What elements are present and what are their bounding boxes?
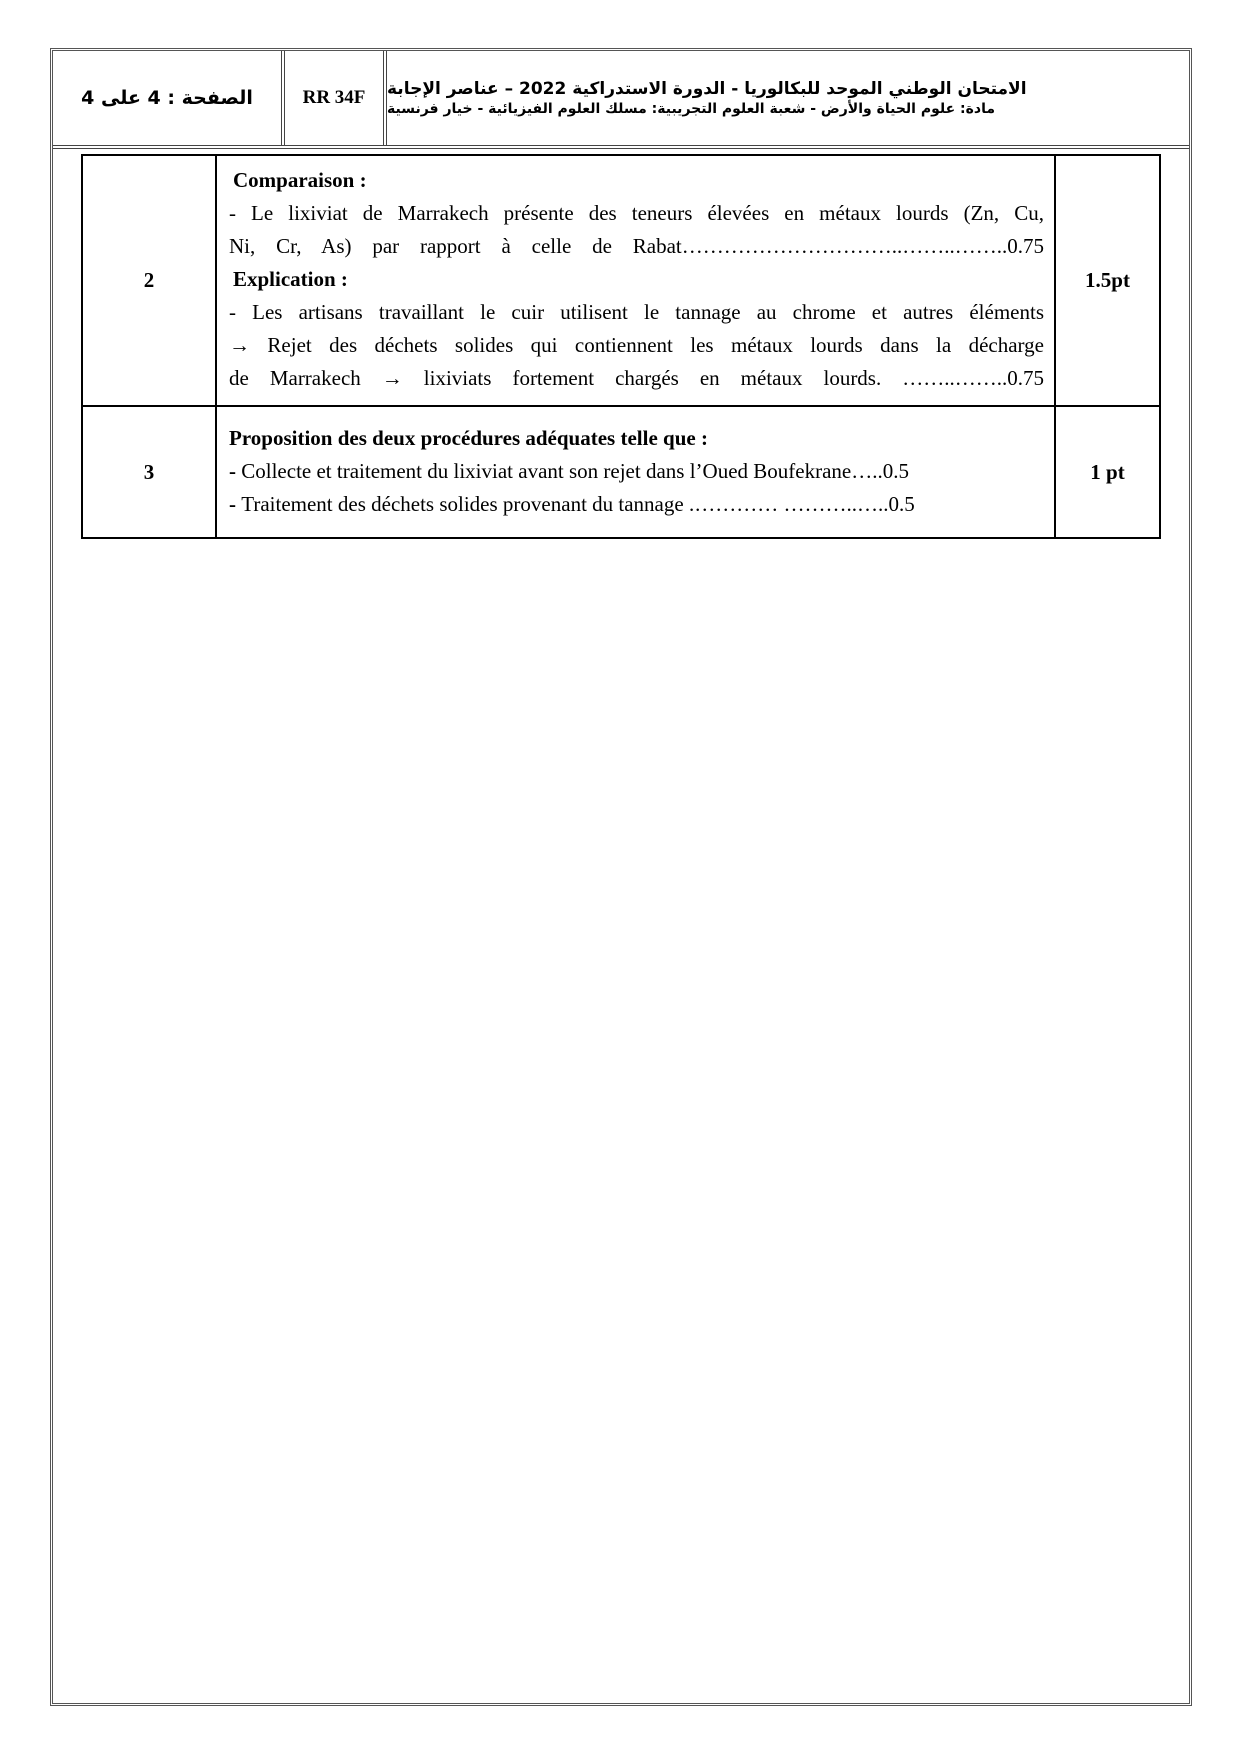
exam-title-line1: الامتحان الوطني الموحد للبكالوريا - الدورة الاستدراكية 2022 – عناصر الإجابة [387,79,1027,99]
comparison-text-2: Ni, Cr, As) par rapport à celle de Rabat…………………………..……..……..0.75 [229,234,1044,258]
proposal-item-2-text: Traitement des déchets solides provenant du tannage .………… ………..…..0.5 [241,491,915,516]
explanation-text-3: de Marrakech → lixiviats fortement chargés en métaux lourds. ……..……..0.75 [229,366,1044,390]
page-number: الصفحة : 4 على 4 [53,51,285,145]
explanation-title: Explication : [233,267,348,291]
question-points: 1 pt [1055,406,1160,538]
page-frame [50,48,1192,1706]
answer-body [216,155,1055,406]
proposal-title: Proposition des deux procédures adéquates telle que : [229,425,708,450]
answer-table [81,154,1161,539]
proposal-item-1-text: Collecte et traitement du lixiviat avant son rejet dans l’Oued Boufekrane…..0.5 [241,458,909,483]
answer-body [216,406,1055,538]
page-header [53,51,1189,149]
proposal-item-2: - Traitement des déchets solides provenant du tannage .………… ………..…..0.5 [229,491,915,516]
proposal-item-1: - Collecte et traitement du lixiviat avant son rejet dans l’Oued Boufekrane…..0.5 [229,458,909,483]
comparison-text-1: - Le lixiviat de Marrakech présente des teneurs élevées en métaux lourds (Zn, Cu, [229,201,1044,225]
exam-subject-line: مادة: علوم الحياة والأرض - شعبة العلوم التجريبية: مسلك العلوم الفيزيائية - خيار فرنسية [387,101,996,117]
question-number: 2 [82,155,216,406]
explanation-text-2: → Rejet des déchets solides qui contiennent les métaux lourds dans la décharge [229,333,1044,357]
question-number: 3 [82,406,216,538]
question-points: 1.5pt [1055,155,1160,406]
table-row [82,406,1160,538]
explanation-text-1: - Les artisans travaillant le cuir utilisent le tannage au chrome et autres éléments [229,300,1044,324]
table-row [82,155,1160,406]
comparison-title: Comparaison : [233,168,367,192]
exam-code: RR 34F [285,51,387,145]
exam-title [387,51,1192,145]
